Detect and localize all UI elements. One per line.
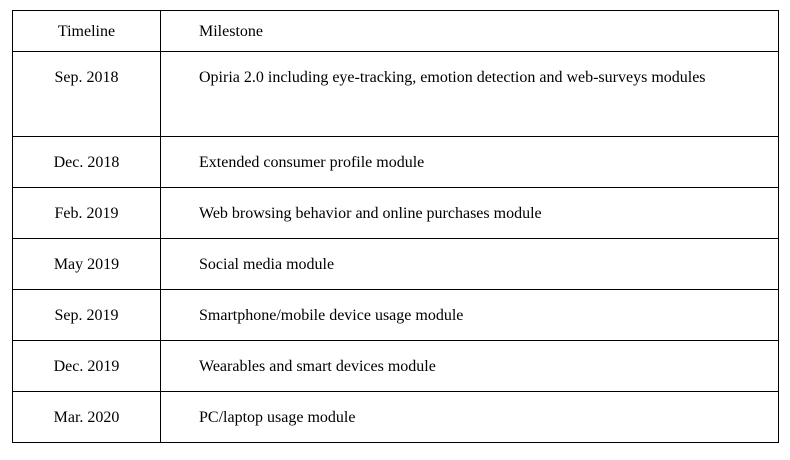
milestone-cell: Opiria 2.0 including eye-tracking, emotion detection and web-surveys modules (161, 52, 779, 137)
table-row (13, 341, 779, 392)
timeline-cell: Mar. 2020 (13, 392, 161, 443)
table-row (13, 290, 779, 341)
milestone-cell: PC/laptop usage module (161, 392, 779, 443)
milestone-cell: Social media module (161, 239, 779, 290)
timeline-cell: May 2019 (13, 239, 161, 290)
milestone-table (12, 10, 779, 443)
milestone-cell: Extended consumer profile module (161, 137, 779, 188)
milestone-cell: Wearables and smart devices module (161, 341, 779, 392)
table-row (13, 137, 779, 188)
timeline-cell: Dec. 2019 (13, 341, 161, 392)
timeline-cell: Dec. 2018 (13, 137, 161, 188)
timeline-cell: Sep. 2018 (13, 52, 161, 137)
milestone-cell: Web browsing behavior and online purchases module (161, 188, 779, 239)
table-row (13, 392, 779, 443)
timeline-cell: Feb. 2019 (13, 188, 161, 239)
timeline-cell: Sep. 2019 (13, 290, 161, 341)
header-milestone: Milestone (161, 11, 779, 52)
table-row (13, 188, 779, 239)
header-timeline: Timeline (13, 11, 161, 52)
table-row (13, 239, 779, 290)
table-row (13, 52, 779, 137)
table-header-row (13, 11, 779, 52)
milestone-cell: Smartphone/mobile device usage module (161, 290, 779, 341)
